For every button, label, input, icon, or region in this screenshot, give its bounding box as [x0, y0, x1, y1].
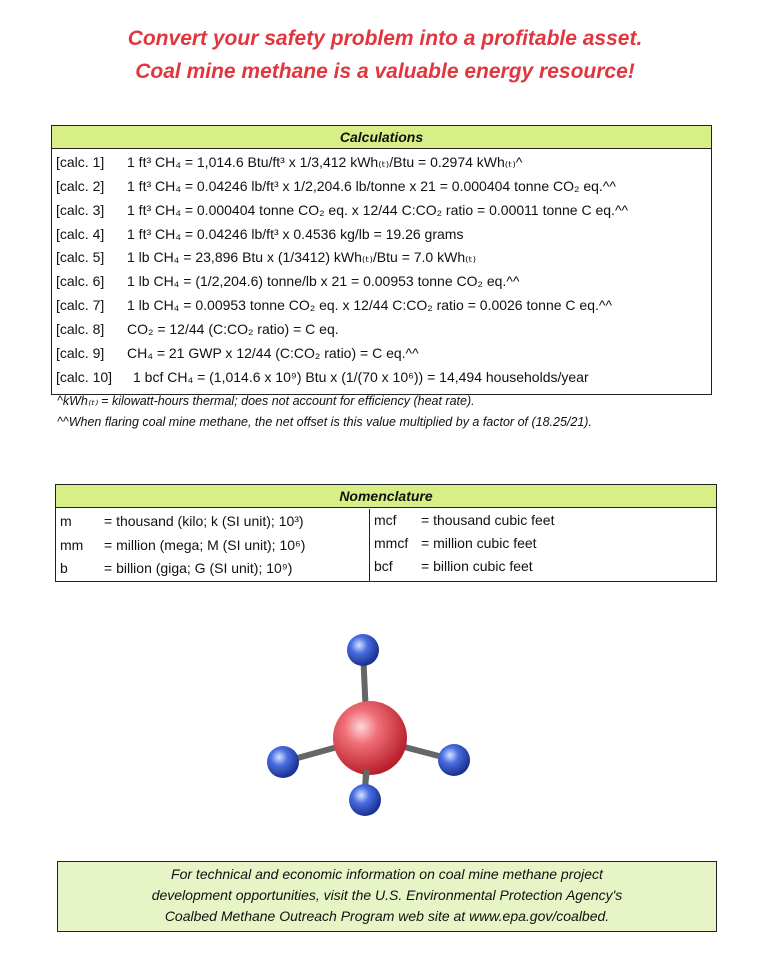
footer-line-1: For technical and economic information on coal mine methane project [171, 866, 603, 882]
nomenclature-definition: = million (mega; M (SI unit); 10⁶) [104, 537, 306, 553]
methane-molecule-illustration [255, 620, 485, 830]
hydrogen-atom-left [267, 746, 299, 778]
footer-info-box [57, 861, 717, 932]
calc-equation: CO₂ = 12/44 (C:CO₂ ratio) = C eq. [127, 321, 339, 337]
footer-line-3: Coalbed Methane Outreach Program web site at www.epa.gov/coalbed. [164, 908, 610, 924]
nomenclature-title: Nomenclature [56, 485, 716, 508]
nomenclature-box [55, 484, 717, 582]
calc-equation: 1 lb CH₄ = (1/2,204.6) tonne/lb x 21 = 0.00953 tonne CO₂ eq.^^ [127, 273, 520, 289]
headline-line-1: Convert your safety problem into a profitable asset. [127, 27, 643, 50]
calc-equation: 1 lb CH₄ = 0.00953 tonne CO₂ eq. x 12/44 C:CO₂ ratio = 0.0026 tonne C eq.^^ [127, 297, 613, 313]
calc-equation: CH₄ = 21 GWP x 12/44 (C:CO₂ ratio) = C eq.^^ [127, 345, 419, 361]
hydrogen-atom-right [438, 744, 470, 776]
calc-equation: 1 ft³ CH₄ = 0.000404 tonne CO₂ eq. x 12/44 C:CO₂ ratio = 0.00011 tonne C eq.^^ [127, 202, 629, 218]
calc-label: [calc. 5] [56, 249, 105, 265]
calc-equation: 1 ft³ CH₄ = 1,014.6 Btu/ft³ x 1/3,412 kWh₍ₜ₎/Btu = 0.2974 kWh₍ₜ₎^ [127, 154, 523, 170]
calc-label: [calc. 4] [56, 226, 105, 242]
calc-label: [calc. 9] [56, 345, 105, 361]
nomenclature-definition: = million cubic feet [421, 535, 537, 551]
nomenclature-definition: = billion cubic feet [421, 558, 533, 574]
calc-label: [calc. 1] [56, 154, 105, 170]
footnote-kwh: ^kWh₍ₜ₎ = kilowatt-hours thermal; does not account for efficiency (heat rate). [57, 394, 475, 408]
calc-label: [calc. 10] [56, 369, 113, 385]
nomenclature-definition: = thousand (kilo; k (SI unit); 10³) [104, 513, 304, 529]
calc-label: [calc. 7] [56, 297, 105, 313]
calc-label: [calc. 2] [56, 178, 105, 194]
calculations-title: Calculations [52, 126, 711, 149]
nomenclature-left-column [56, 509, 370, 581]
nomenclature-definition: = thousand cubic feet [421, 512, 555, 528]
nomenclature-term: mcf [374, 512, 397, 528]
calc-label: [calc. 6] [56, 273, 105, 289]
calc-equation: 1 ft³ CH₄ = 0.04246 lb/ft³ x 1/2,204.6 lb/tonne x 21 = 0.000404 tonne CO₂ eq.^^ [127, 178, 616, 194]
footer-line-2: development opportunities, visit the U.S. Environmental Protection Agency's [151, 887, 623, 903]
nomenclature-term: mm [60, 537, 84, 553]
nomenclature-term: bcf [374, 558, 393, 574]
nomenclature-term: m [60, 513, 72, 529]
nomenclature-definition: = billion (giga; G (SI unit); 10⁹) [104, 560, 293, 576]
nomenclature-table [56, 509, 716, 581]
footnote-flaring: ^^When flaring coal mine methane, the net offset is this value multiplied by a factor of (18.25/21). [57, 415, 592, 429]
calc-equation: 1 lb CH₄ = 23,896 Btu x (1/3412) kWh₍ₜ₎/Btu = 7.0 kWh₍ₜ₎ [127, 249, 477, 265]
nomenclature-term: b [60, 560, 68, 576]
nomenclature-term: mmcf [374, 535, 409, 551]
headline-line-2: Coal mine methane is a valuable energy resource! [135, 60, 635, 83]
calc-equation: 1 ft³ CH₄ = 0.04246 lb/ft³ x 0.4536 kg/lb = 19.26 grams [127, 226, 464, 242]
carbon-atom [333, 701, 407, 775]
bond-bottom-front [365, 770, 367, 786]
calc-equation: 1 bcf CH₄ = (1,014.6 x 10⁹) Btu x (1/(70 x 10⁶)) = 14,494 households/year [133, 369, 589, 385]
hydrogen-atom-bottom [349, 784, 381, 816]
calc-label: [calc. 3] [56, 202, 105, 218]
nomenclature-right-column [371, 509, 716, 581]
hydrogen-atom-top [347, 634, 379, 666]
calc-label: [calc. 8] [56, 321, 105, 337]
calculations-box [51, 125, 712, 395]
